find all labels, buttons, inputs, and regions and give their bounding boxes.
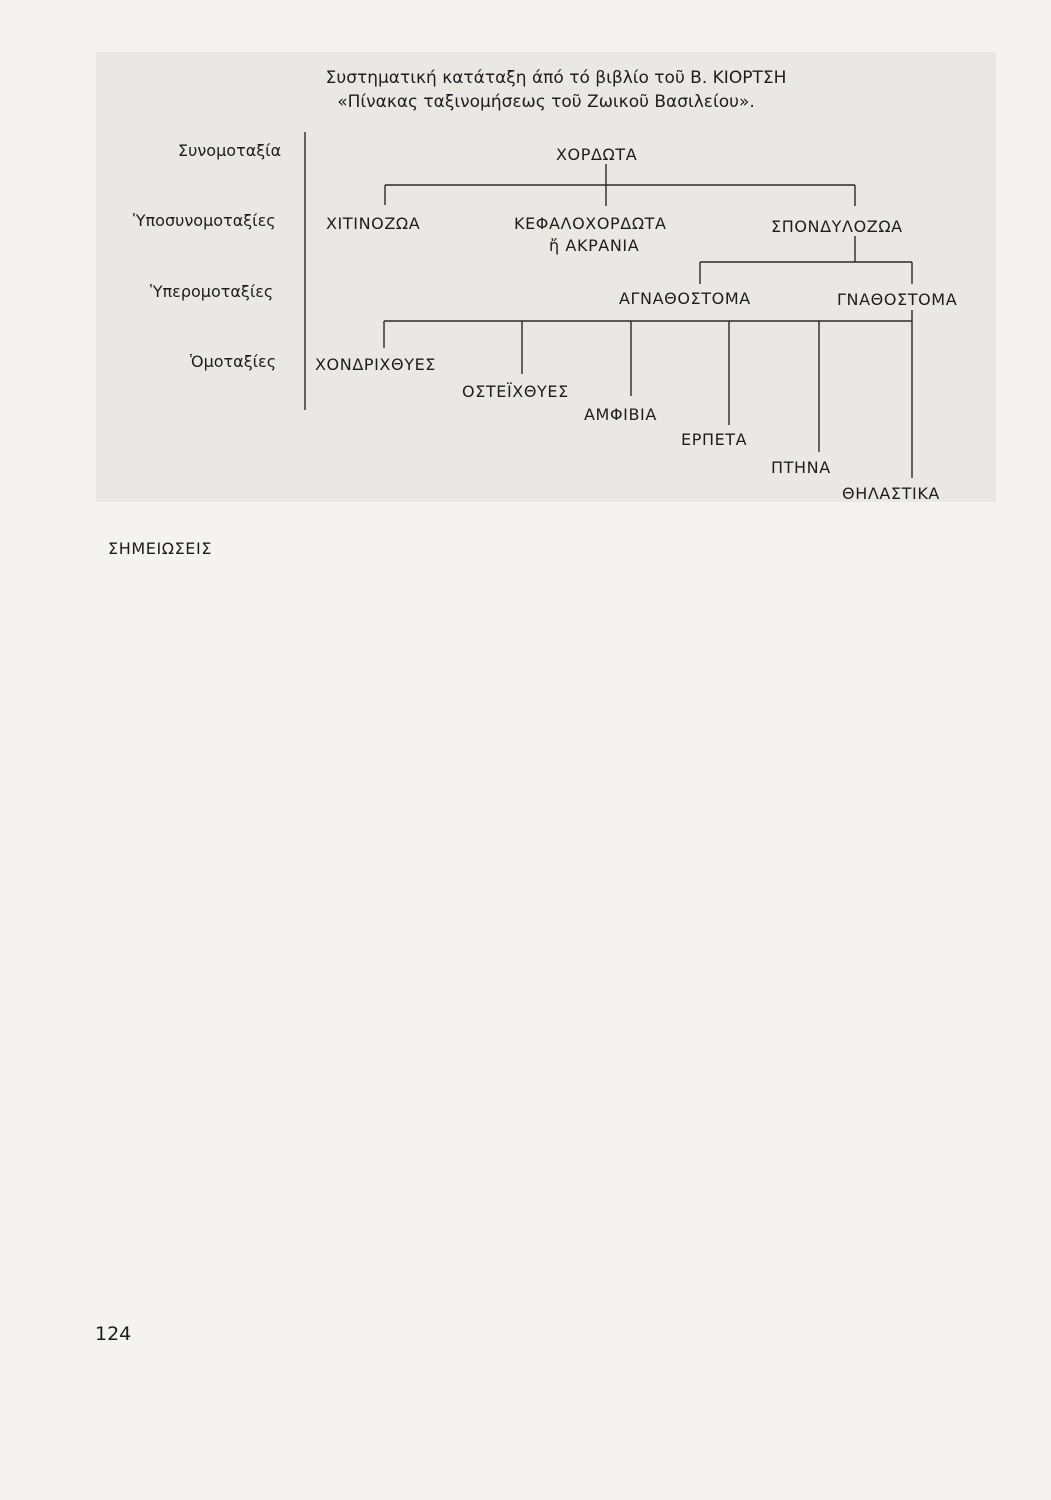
taxon-amphibia: ΑΜΦΙΒΙΑ bbox=[584, 405, 657, 424]
rank-label-subphylum: Ὑποσυνομοταξίες bbox=[133, 211, 276, 230]
caption-line-1: Συστηματική κατάταξη άπό τό βιβλίο τοῦ Β. ΚΙΟΡΤΣΗ bbox=[325, 68, 787, 88]
page-number: 124 bbox=[95, 1323, 132, 1345]
caption-line-2: «Πίνακας ταξινομήσεως τοῦ Ζωικοῦ Βασιλείου». bbox=[337, 92, 755, 112]
rank-label-phylum: Συνομοταξία bbox=[178, 141, 282, 160]
rank-label-class: Ὁμοταξίες bbox=[190, 352, 277, 371]
rank-label-superclass: Ὑπερομοταξίες bbox=[150, 282, 274, 301]
notes-heading: ΣΗΜΕΙΩΣΕΙΣ bbox=[108, 539, 213, 558]
taxon-osteichthyes: ΟΣΤΕΪΧΘΥΕΣ bbox=[462, 382, 569, 401]
taxon-cephalochordata: ΚΕΦΑΛΟΧΟΡΔΩΤΑ bbox=[514, 214, 667, 233]
taxon-mammalia: ΘΗΛΑΣΤΙΚΑ bbox=[842, 484, 940, 503]
taxon-acrania: ἤ ΑΚΡΑΝΙΑ bbox=[549, 236, 640, 255]
taxon-chondrichthyes: ΧΟΝΔΡΙΧΘΥΕΣ bbox=[315, 355, 436, 374]
taxon-agnathostomata: ΑΓΝΑΘΟΣΤΟΜΑ bbox=[619, 289, 751, 308]
taxon-chitinozoa: ΧΙΤΙΝΟΖΩΑ bbox=[326, 214, 421, 233]
taxon-aves: ΠΤΗΝΑ bbox=[771, 458, 831, 477]
taxon-gnathostomata: ΓΝΑΘΟΣΤΟΜΑ bbox=[837, 290, 958, 309]
taxon-chordata: ΧΟΡΔΩΤΑ bbox=[556, 145, 638, 164]
taxon-vertebrata: ΣΠΟΝΔΥΛΟΖΩΑ bbox=[771, 217, 903, 236]
taxon-reptilia: ΕΡΠΕΤΑ bbox=[681, 430, 748, 449]
